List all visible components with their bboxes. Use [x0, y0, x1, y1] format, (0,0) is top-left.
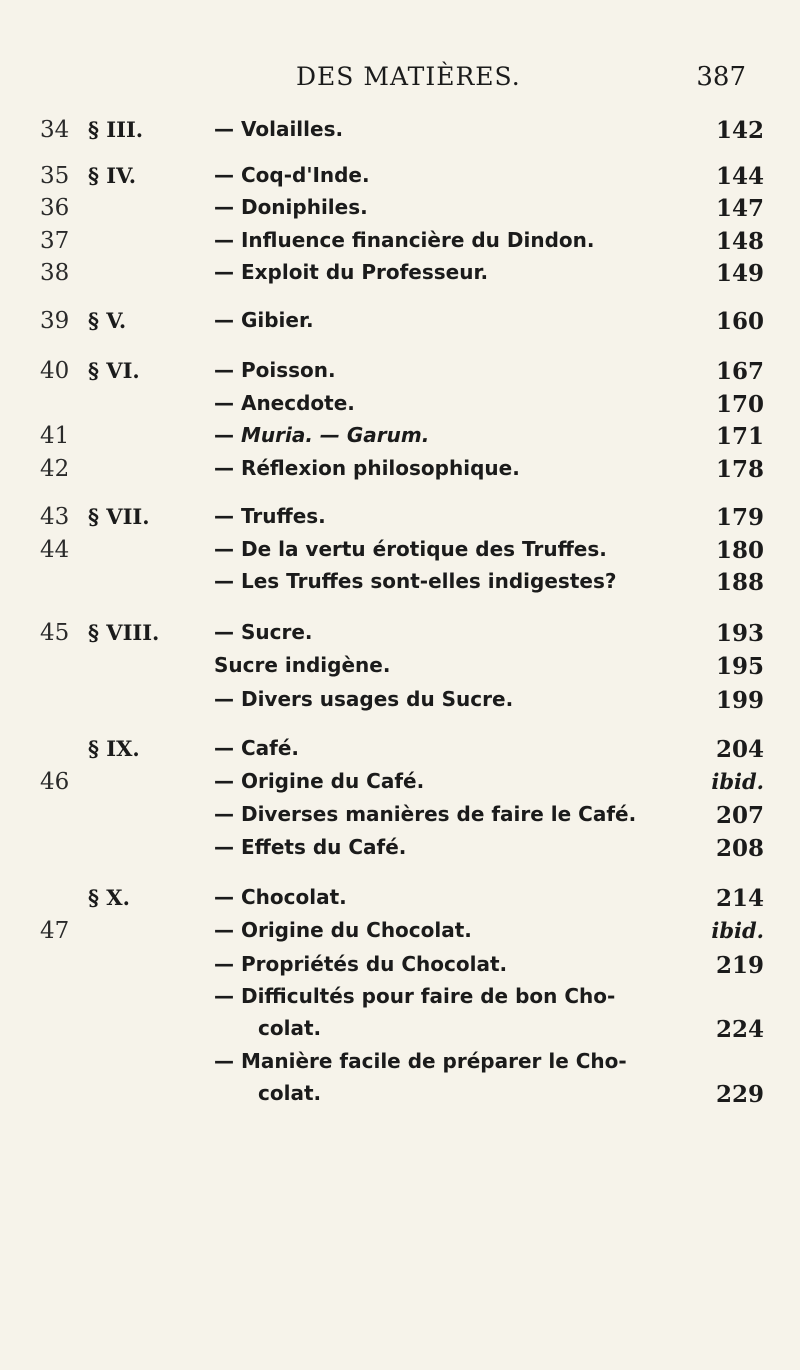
chapter-number: 40 — [40, 358, 70, 384]
section-marker: § VI. — [88, 358, 140, 383]
entry-title: — De la vertu érotique des Truffes. — [214, 537, 607, 561]
toc-entry — [0, 1049, 800, 1085]
chapter-number: 46 — [40, 769, 70, 795]
chapter-number: 34 — [40, 117, 70, 143]
entry-page: 142 — [715, 117, 764, 144]
entry-title: — Volailles. — [214, 117, 344, 141]
section-marker: § IX. — [88, 736, 140, 761]
entry-page: 179 — [715, 504, 764, 531]
entry-page: 167 — [715, 358, 764, 385]
toc-entry — [0, 918, 800, 954]
section-marker: § X. — [88, 885, 130, 910]
toc-entry — [0, 653, 800, 689]
section-marker: § III. — [88, 117, 144, 142]
entry-title: — Café. — [214, 736, 299, 760]
entry-page: 160 — [715, 308, 764, 335]
entry-page: 170 — [715, 391, 764, 418]
entry-title: — Diverses manières de faire le Café. — [214, 802, 637, 826]
entry-title-prefix: — — [214, 423, 241, 447]
toc-entry — [0, 736, 800, 772]
entry-page: 219 — [715, 952, 764, 979]
entry-title: colat. — [258, 1081, 322, 1105]
entry-page: 148 — [715, 228, 764, 255]
toc-entry — [0, 195, 800, 231]
entry-page: 204 — [715, 736, 764, 763]
entry-title: — Réflexion philosophique. — [214, 456, 520, 480]
chapter-number: 47 — [40, 918, 70, 944]
page-number: 387 — [696, 62, 746, 92]
entry-title: — Coq-d'Inde. — [214, 163, 370, 187]
entry-page: 199 — [715, 687, 764, 714]
toc-entry — [0, 163, 800, 199]
section-marker: § V. — [88, 308, 127, 333]
entry-title: — Sucre. — [214, 620, 313, 644]
entry-title: Sucre indigène. — [214, 653, 391, 677]
toc-entry — [0, 952, 800, 988]
entry-page: 195 — [715, 653, 764, 680]
entry-title: — Influence financière du Dindon. — [214, 228, 595, 252]
entry-title: — Les Truffes sont-elles indigestes? — [214, 569, 617, 593]
chapter-number: 37 — [40, 228, 70, 254]
entry-page: 208 — [715, 835, 764, 862]
toc-entry — [0, 687, 800, 723]
entry-page: 229 — [715, 1081, 764, 1108]
toc-entry — [0, 802, 800, 838]
entry-title: — Anecdote. — [214, 391, 355, 415]
page-header — [296, 62, 746, 98]
entry-title: colat. — [258, 1016, 322, 1040]
toc-entry — [0, 1016, 800, 1052]
chapter-number: 35 — [40, 163, 70, 189]
toc-entry — [0, 308, 800, 344]
toc-entry — [0, 504, 800, 540]
entry-page: 147 — [715, 195, 764, 222]
chapter-number: 42 — [40, 456, 70, 482]
entry-page: 180 — [715, 537, 764, 564]
entry-page: 224 — [715, 1016, 764, 1043]
entry-title: — Divers usages du Sucre. — [214, 687, 514, 711]
entry-title: — Chocolat. — [214, 885, 347, 909]
entry-title — [214, 423, 429, 447]
entry-page: ibid. — [711, 769, 764, 794]
entry-page: ibid. — [711, 918, 764, 943]
chapter-number: 43 — [40, 504, 70, 530]
toc-entry — [0, 984, 800, 1020]
toc-entry — [0, 885, 800, 921]
chapter-number: 41 — [40, 423, 70, 449]
entry-page: 214 — [715, 885, 764, 912]
toc-entry — [0, 456, 800, 492]
toc-entry — [0, 1081, 800, 1117]
toc-entry — [0, 569, 800, 605]
entry-title: — Effets du Café. — [214, 835, 407, 859]
chapter-number: 36 — [40, 195, 70, 221]
section-marker: § VIII. — [88, 620, 160, 645]
chapter-number: 45 — [40, 620, 70, 646]
entry-page: 207 — [715, 802, 764, 829]
entry-page: 171 — [715, 423, 764, 450]
entry-page: 178 — [715, 456, 764, 483]
toc-entry — [0, 260, 800, 296]
entry-page: 144 — [715, 163, 764, 190]
entry-title: — Origine du Café. — [214, 769, 425, 793]
entry-title: — Manière facile de préparer le Cho- — [214, 1049, 627, 1073]
entry-title: — Origine du Chocolat. — [214, 918, 472, 942]
toc-entry — [0, 228, 800, 264]
entry-title: — Difficultés pour faire de bon Cho- — [214, 984, 616, 1008]
entry-title: — Exploit du Professeur. — [214, 260, 489, 284]
entry-title: — Truffes. — [214, 504, 326, 528]
toc-entry — [0, 423, 800, 459]
entry-title: — Poisson. — [214, 358, 336, 382]
section-marker: § VII. — [88, 504, 150, 529]
toc-entry — [0, 769, 800, 805]
toc-entry — [0, 391, 800, 427]
toc-entry — [0, 358, 800, 394]
entry-title-italic: Muria. — Garum. — [240, 423, 430, 447]
section-marker: § IV. — [88, 163, 137, 188]
chapter-number: 39 — [40, 308, 70, 334]
entry-page: 149 — [715, 260, 764, 287]
toc-entry — [0, 117, 800, 153]
toc-entry — [0, 537, 800, 573]
entry-title: — Propriétés du Chocolat. — [214, 952, 508, 976]
entry-title: — Gibier. — [214, 308, 314, 332]
running-title: DES MATIÈRES. — [296, 62, 521, 91]
chapter-number: 44 — [40, 537, 70, 563]
toc-entry — [0, 620, 800, 656]
toc-entry — [0, 835, 800, 871]
entry-page: 188 — [715, 569, 764, 596]
entry-page: 193 — [715, 620, 764, 647]
entry-title: — Doniphiles. — [214, 195, 368, 219]
chapter-number: 38 — [40, 260, 70, 286]
